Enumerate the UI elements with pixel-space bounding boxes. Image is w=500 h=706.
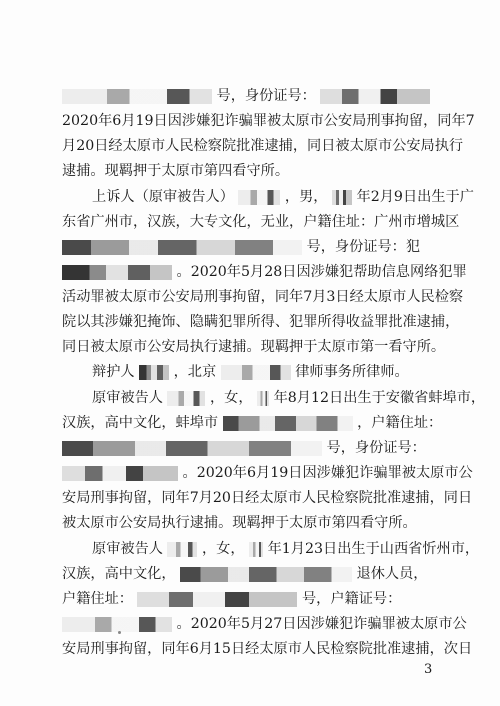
text-segment: 年1月23日出生于山西省忻州市， bbox=[267, 541, 480, 557]
text-segment: 号，身份证号： bbox=[216, 88, 316, 104]
text-line bbox=[62, 310, 462, 334]
redaction bbox=[62, 617, 172, 632]
text-segment: 2020年6月19日因涉嫌犯诈骗罪被太原市公安局刑事拘留，同年7 bbox=[62, 113, 475, 129]
text-line bbox=[62, 461, 473, 485]
text-segment: 同日被太原市公安局执行逮捕。现羁押于太原市第一看守所。 bbox=[62, 339, 446, 355]
text-segment: 东省广州市，汉族，大专文化，无业，户籍住址：广州市增城区 bbox=[62, 214, 460, 230]
text-segment: 号，身份证号： bbox=[326, 440, 426, 456]
text-line bbox=[62, 486, 473, 510]
text-segment: 。2020年5月28日因涉嫌犯帮助信息网络犯罪 bbox=[176, 264, 467, 280]
text-segment: 原审被告人 bbox=[92, 541, 163, 557]
redaction bbox=[137, 592, 297, 607]
text-line bbox=[62, 436, 462, 460]
page-number: 3 bbox=[424, 662, 433, 677]
redaction bbox=[139, 365, 169, 380]
text-segment: 原审被告人 bbox=[92, 390, 163, 406]
text-segment: 号，身份证号：犯 bbox=[306, 239, 421, 255]
text-line bbox=[62, 612, 467, 636]
text-segment: 年2月9日出生于广 bbox=[356, 189, 474, 205]
text-segment: 活动罪被太原市公安局刑事拘留，同年7月3日经太原市人民检察 bbox=[62, 289, 464, 305]
text-segment: 安局刑事拘留，同年7月20日经太原市人民检察院批准逮捕，同日 bbox=[62, 490, 473, 506]
text-line bbox=[62, 411, 462, 435]
text-segment: 汉族，高中文化，蚌埠市 bbox=[62, 415, 219, 431]
text-segment: 逮捕。现羁押于太原市第四看守所。 bbox=[62, 163, 290, 179]
redaction bbox=[249, 542, 263, 557]
redaction bbox=[320, 89, 430, 104]
redaction bbox=[223, 416, 353, 431]
text-segment: 月20日经太原市人民检察院批准逮捕，同日被太原市公安局执行 bbox=[62, 138, 464, 154]
text-line bbox=[62, 260, 467, 284]
redaction bbox=[257, 391, 269, 406]
text-segment: 年8月12日出生于安徽省蚌埠市， bbox=[273, 390, 486, 406]
text-segment: 。2020年6月19日因涉嫌犯诈骗罪被太原市公 bbox=[182, 465, 473, 481]
text-segment: 退休人员， bbox=[356, 566, 428, 582]
text-line bbox=[92, 360, 462, 384]
text-line bbox=[62, 587, 462, 611]
text-line bbox=[62, 159, 462, 183]
text-segment: 户籍住址： bbox=[62, 591, 133, 607]
redaction bbox=[221, 365, 291, 380]
text-segment: 号，户籍证号： bbox=[301, 591, 402, 607]
text-segment: 。2020年5月27日因涉嫌犯诈骗罪被太原市公 bbox=[176, 616, 467, 632]
text-segment: 汉族，高中文化， bbox=[62, 566, 176, 582]
redaction bbox=[62, 89, 212, 104]
redaction bbox=[238, 190, 280, 205]
text-line bbox=[62, 285, 462, 309]
redaction bbox=[167, 391, 205, 406]
scan-speck bbox=[118, 631, 121, 634]
redaction bbox=[62, 265, 172, 280]
text-segment: 律师事务所律师。 bbox=[295, 364, 409, 380]
redaction bbox=[62, 441, 322, 456]
text-segment: ，男， bbox=[284, 189, 328, 205]
text-line bbox=[62, 210, 462, 234]
redaction bbox=[62, 466, 178, 481]
text-line bbox=[92, 537, 480, 561]
text-line bbox=[92, 185, 474, 209]
text-segment: 被太原市公安局执行逮捕。现羁押于太原市第四看守所。 bbox=[62, 515, 417, 531]
text-line bbox=[62, 511, 462, 535]
text-segment: 安局刑事拘留，同年6月15日经太原市人民检察院批准逮捕，次日 bbox=[62, 641, 473, 657]
text-line bbox=[62, 235, 462, 259]
text-line bbox=[62, 335, 462, 359]
redaction bbox=[332, 190, 352, 205]
redaction bbox=[167, 542, 197, 557]
text-segment: ，女， bbox=[209, 390, 253, 406]
text-line bbox=[62, 637, 473, 661]
text-segment: 院以其涉嫌犯掩饰、隐瞒犯罪所得、犯罪所得收益罪批准逮捕， bbox=[62, 314, 460, 330]
redaction bbox=[62, 240, 302, 255]
text-line bbox=[62, 84, 462, 108]
text-line bbox=[62, 134, 462, 158]
text-segment: ，户籍住址： bbox=[357, 415, 443, 431]
text-line bbox=[62, 109, 475, 133]
text-line bbox=[92, 386, 486, 410]
text-segment: 辩护人 bbox=[92, 364, 135, 380]
redaction bbox=[180, 567, 352, 582]
text-segment: ，女， bbox=[201, 541, 245, 557]
text-segment: 上诉人（原审被告人） bbox=[92, 189, 234, 205]
text-line bbox=[62, 562, 462, 586]
text-segment: ，北京 bbox=[173, 364, 217, 380]
